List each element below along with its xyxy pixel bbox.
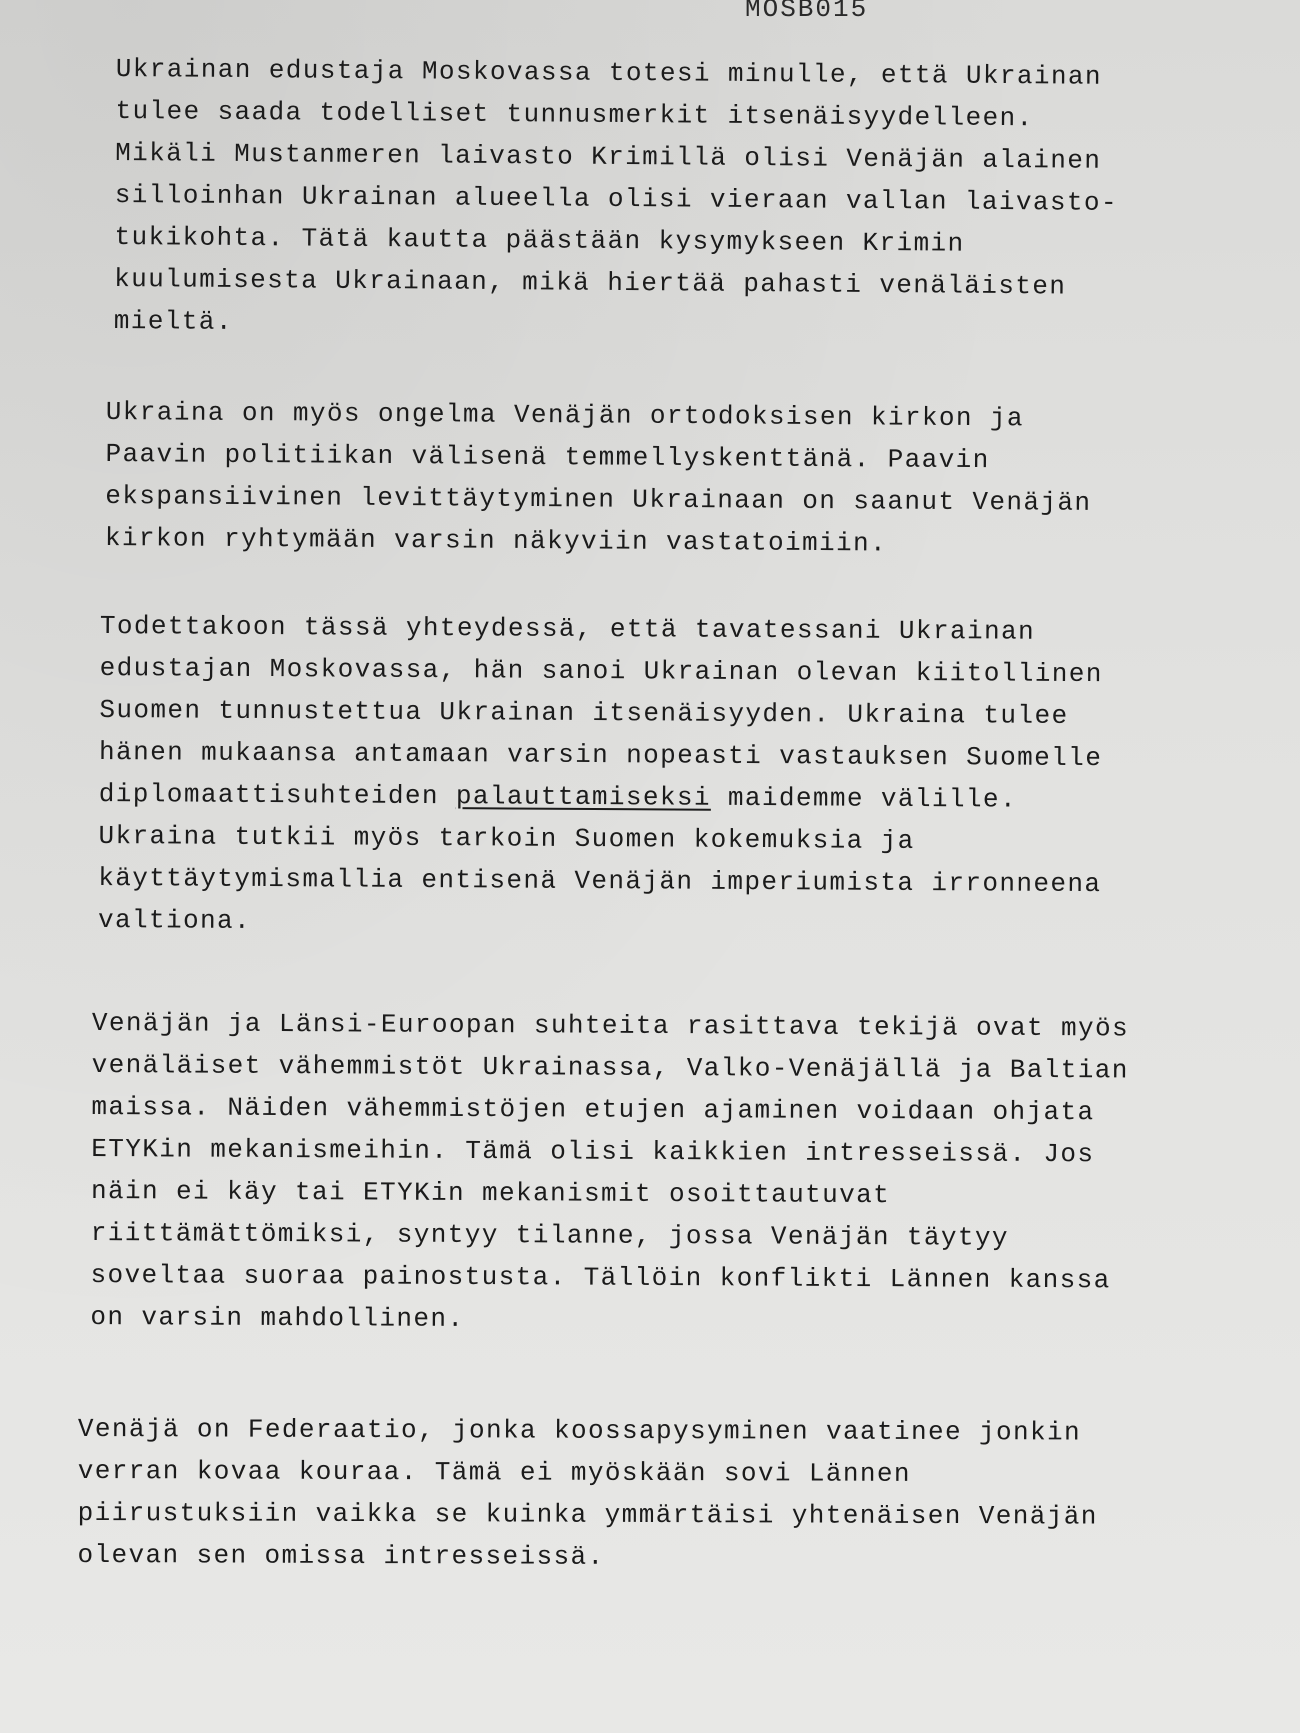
text-line: tukikohta. Tätä kautta päästään kysymykseen Krimin	[114, 221, 965, 259]
text-line: mieltä.	[113, 305, 234, 337]
text-line: ekspansiivinen levittäytyminen Ukrainaan on saanut Venäjän	[105, 480, 1092, 518]
text-line: valtiona.	[97, 904, 252, 936]
text-line: tulee saada todelliset tunnusmerkit itsenäisyydelleen.	[115, 95, 1034, 134]
text-line: Venäjä on Federaatio, jonka koossapysyminen vaatinee jonkin	[77, 1414, 1082, 1448]
text-line: Ukrainan edustaja Moskovassa totesi minulle, että Ukrainan	[115, 53, 1103, 92]
text-line: maissa. Näiden vähemmistöjen etujen ajaminen voidaan ohjata	[91, 1091, 1095, 1128]
text-segment: maidemme välille.	[710, 782, 1018, 815]
underlined-word: palauttamiseksi	[455, 781, 712, 813]
text-line: Todettakoon tässä yhteydessä, että tavatessani Ukrainan	[99, 610, 1036, 647]
text-line: venäläiset vähemmistöt Ukrainassa, Valko-Venäjällä ja Baltian	[91, 1049, 1129, 1086]
text-line: edustajan Moskovassa, hän sanoi Ukrainan olevan kiitollinen	[99, 652, 1103, 690]
text-line: kirkon ryhtymään varsin näkyviin vastatoimiin.	[104, 522, 888, 559]
text-line: ETYKin mekanismeihin. Tämä olisi kaikkien intresseissä. Jos	[91, 1133, 1095, 1170]
text-line: Mikäli Mustanmeren laivasto Krimillä olisi Venäjän alainen	[115, 137, 1102, 176]
text-line: on varsin mahdollinen.	[90, 1301, 465, 1334]
text-line	[99, 773, 1102, 821]
text-line: olevan sen omissa intresseissä.	[77, 1539, 605, 1572]
text-line: verran kovaa kouraa. Tämä ei myöskään sovi Lännen	[77, 1455, 911, 1489]
text-line: riittämättömiksi, syntyy tilanne, jossa Venäjän täytyy	[90, 1217, 1009, 1253]
text-line: silloinhan Ukrainan alueella olisi vieraan vallan laivasto-	[114, 179, 1119, 218]
text-segment: diplomaattisuhteiden	[98, 778, 456, 812]
document-code: MOSB015	[745, 0, 869, 24]
text-line: näin ei käy tai ETYKin mekanismit osoittautuvat	[90, 1175, 891, 1211]
paragraph-church-conflict	[105, 391, 1092, 566]
text-line: hänen mukaansa antamaan varsin nopeasti vastauksen Suomelle	[99, 736, 1103, 774]
text-line: Ukraina tutkii myös tarkoin Suomen kokemuksia ja	[98, 820, 915, 856]
text-line: Venäjän ja Länsi-Euroopan suhteita rasittava tekijä ovat myös	[91, 1007, 1130, 1044]
text-line: piirustuksiin vaikka se kuinka ymmärtäisi yhtenäisen Venäjän	[77, 1497, 1098, 1532]
text-line: Paavin politiikan välisenä temmellyskenttänä. Paavin	[105, 438, 990, 476]
text-line: Suomen tunnustettua Ukrainan itsenäisyyden. Ukraina tulee	[99, 694, 1069, 731]
text-line: käyttäytymismallia entisenä Venäjän imperiumista irronneena	[98, 862, 1102, 900]
paragraph-diplomatic-relations	[98, 605, 1103, 947]
paragraph-ukraine-independence	[114, 48, 1119, 350]
text-line: Ukraina on myös ongelma Venäjän ortodoksisen kirkon ja	[105, 396, 1025, 434]
text-line: soveltaa suoraa painostusta. Tällöin konflikti Lännen kanssa	[90, 1259, 1111, 1296]
paragraph-federation	[77, 1408, 1098, 1580]
text-line: kuulumisesta Ukrainaan, mikä hiertää pahasti venäläisten	[114, 263, 1067, 302]
paragraph-russian-minorities	[90, 1002, 1129, 1343]
